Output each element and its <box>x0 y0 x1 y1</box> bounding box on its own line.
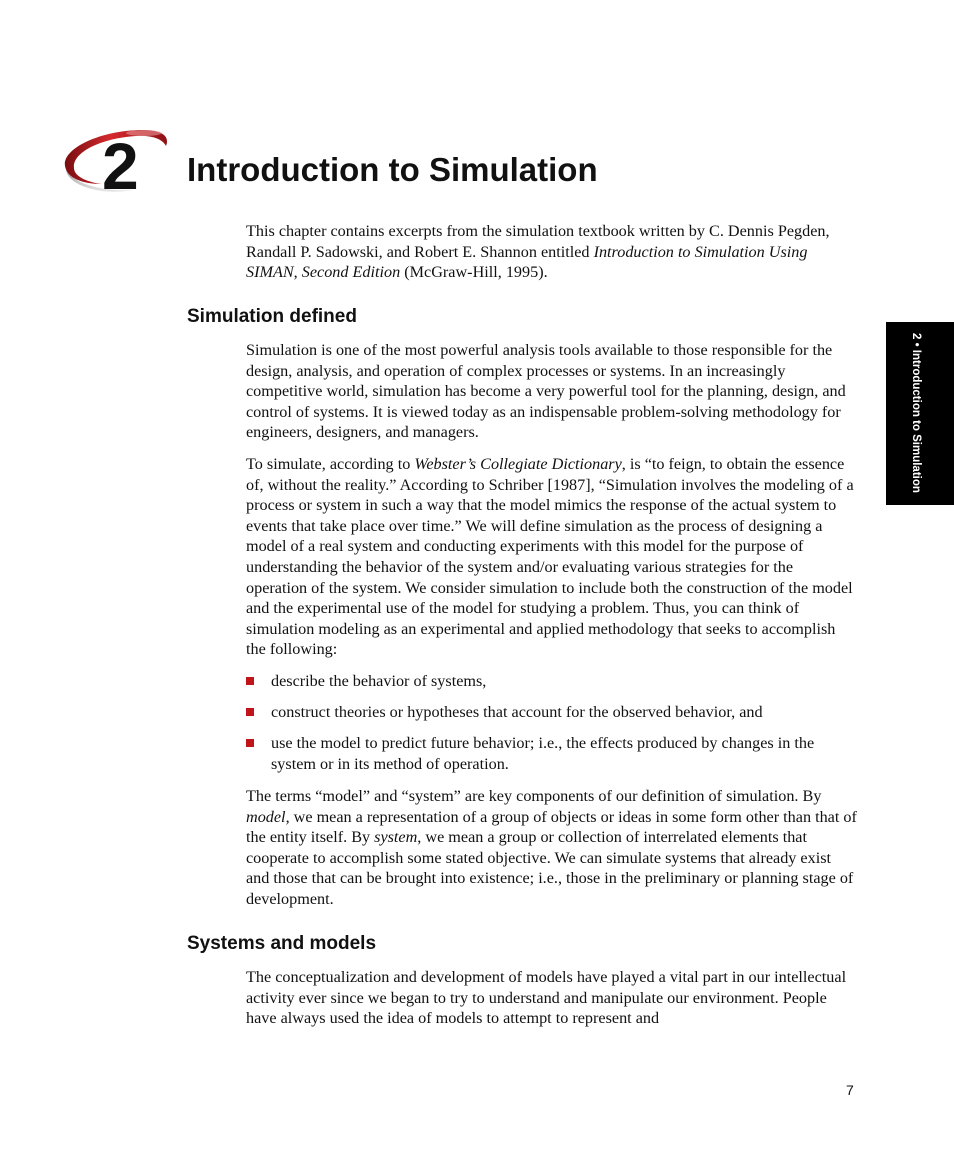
intro-text-after: (McGraw-Hill, 1995). <box>400 263 548 282</box>
section1-paragraph-3 <box>246 786 858 910</box>
red-square-bullet-icon <box>246 708 254 716</box>
list-item-text: use the model to predict future behavior; i.e., the effects produced by changes in the system or in its method of operation. <box>271 734 815 773</box>
section-heading-simulation-defined: Simulation defined <box>187 306 357 327</box>
p2-dictionary-title: Webster’s Collegiate Dictionary <box>414 455 622 473</box>
p2-text-after: , is “to feign, to obtain the essence of, without the reality.” According to Schriber [1987], “Simulation involves the modeling of a process or system in such a way that the model mimics the response of the actual system to events that take place over time.” We will define simulation as the process of designing a model of a real system and conducting experiments with this model for the purpose of understanding the behavior of the system and/or evaluating various strategies for the operation of the system. We consider simulation to include both the construction of the model and the experimental use of the model for studying a problem. Thus, you can think of simulation modeling as an experimental and applied methodology that seeks to accomplish the following: <box>246 455 854 659</box>
intro-comma: , <box>293 263 302 282</box>
section2-paragraph-1: The conceptualization and development of models have played a vital part in our intellectual activity ever since we began to try to understand and manipulate our environment. People have always used the idea of models to attempt to represent and <box>246 968 847 1028</box>
list-item <box>246 671 858 692</box>
p3-term-model: model <box>246 807 286 826</box>
chapter-number: 2 <box>102 129 139 203</box>
list-item <box>246 733 858 774</box>
section-heading-systems-and-models: Systems and models <box>187 933 377 954</box>
chapter-badge <box>62 124 172 208</box>
section1-paragraph-1: Simulation is one of the most powerful analysis tools available to those responsible for the design, analysis, and operation of complex processes or systems. In an increasingly competitive world, simulation has become a very powerful tool for the planning, design, and control of systems. It is viewed today as an indispensable problem-solving methodology for engineers, designers, and managers. <box>246 341 846 442</box>
list-item <box>246 702 858 723</box>
red-square-bullet-icon <box>246 739 254 747</box>
page-number: 7 <box>846 1082 854 1098</box>
section1-paragraph-2 <box>246 454 858 660</box>
list-item-text: construct theories or hypotheses that account for the observed behavior, and <box>271 703 763 722</box>
p3-term-system: system <box>374 828 418 847</box>
p2-text-before: To simulate, according to <box>246 455 415 473</box>
p3-text-c: , we mean a group or collection of interrelated elements that cooperate to accomplish some stated objective. We can simulate systems that already exist and those that can be brought into existence; i.e., those in the preliminary or planning stage of development. <box>246 828 854 908</box>
intro-edition: Second Edition <box>301 263 401 282</box>
p3-text-b: , we mean a representation of a group of objects or ideas in some form other than that of the entity itself. By <box>246 807 857 847</box>
objectives-list <box>246 671 858 774</box>
red-square-bullet-icon <box>246 677 254 685</box>
intro-book-title: Introduction to Simulation Using SIMAN <box>246 242 808 282</box>
chapter-title: Introduction to Simulation <box>187 151 598 188</box>
list-item-text: describe the behavior of systems, <box>271 672 487 690</box>
intro-text-before: This chapter contains excerpts from the simulation textbook written by C. Dennis Pegden, Randall P. Sadowski, and Robert E. Shannon entitled <box>246 222 830 261</box>
chapter-side-tab-label: 2 • Introduction to Simulation <box>910 333 922 493</box>
p3-text-a: The terms “model” and “system” are key components of our definition of simulation. By <box>246 787 822 805</box>
intro-paragraph <box>246 221 858 283</box>
